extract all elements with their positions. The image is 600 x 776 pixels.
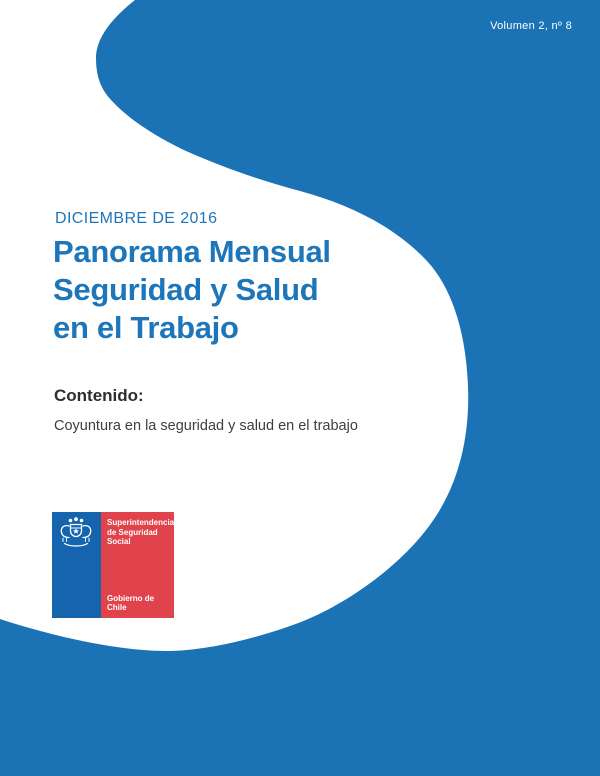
logo-blue-panel xyxy=(52,512,101,618)
logo-government-label: Gobierno de Chile xyxy=(107,594,155,612)
cover-title-line-1: Panorama Mensual xyxy=(53,234,331,269)
logo-institution-name xyxy=(107,518,174,547)
volume-label: Volumen 2, nº 8 xyxy=(490,20,572,32)
logo-institution-line-3: Social xyxy=(107,537,131,546)
issue-date-label: DICIEMBRE DE 2016 xyxy=(55,210,218,227)
chile-coat-of-arms-icon xyxy=(57,516,95,549)
contents-item: Coyuntura en la seguridad y salud en el trabajo xyxy=(54,418,358,434)
cover-title-line-3: en el Trabajo xyxy=(53,310,239,345)
cover-title-line-2: Seguridad y Salud xyxy=(53,272,319,307)
logo-institution-line-1: Superintendencia xyxy=(107,518,175,527)
cover-title xyxy=(53,233,331,347)
logo-red-panel xyxy=(101,512,174,618)
suseso-government-logo xyxy=(52,512,174,618)
contents-heading: Contenido: xyxy=(54,386,144,405)
logo-institution-line-2: de Seguridad xyxy=(107,527,158,537)
